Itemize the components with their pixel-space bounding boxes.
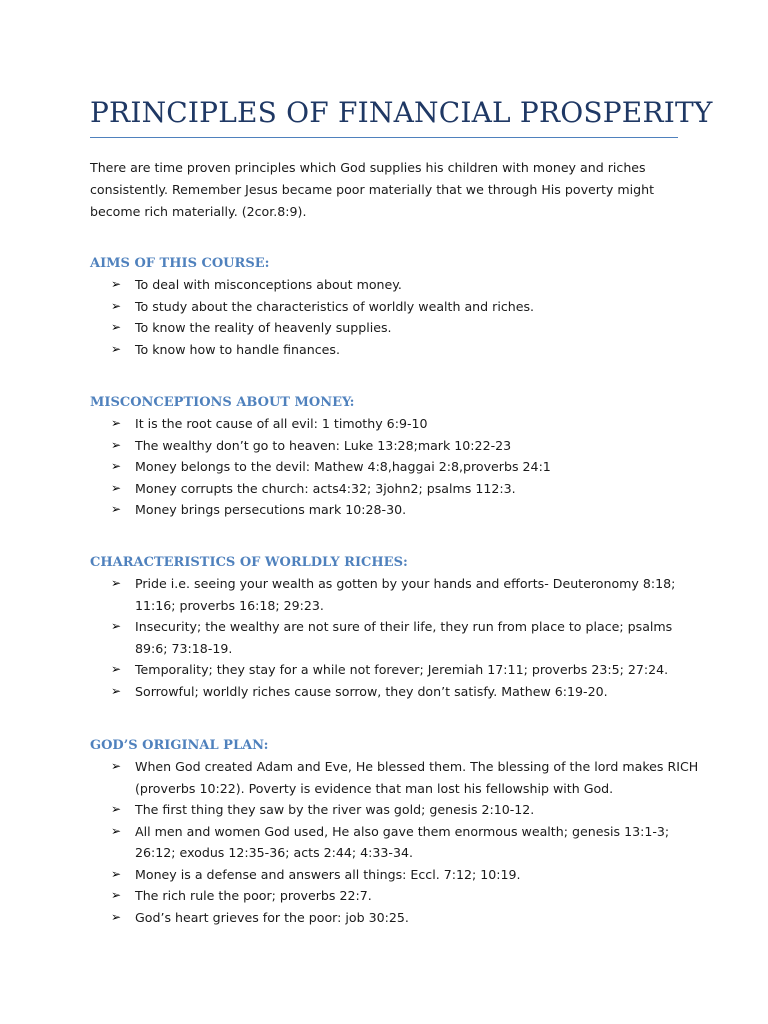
arrow-bullet-icon: ➢ — [111, 802, 122, 816]
arrow-bullet-icon: ➢ — [111, 320, 122, 334]
intro-line: consistently. Remember Jesus became poor materially that we through His poverty might — [90, 182, 655, 197]
arrow-bullet-icon: ➢ — [111, 662, 122, 676]
list-item-text: The wealthy don’t go to heaven: Luke 13:28;mark 10:22-23 — [135, 437, 512, 453]
list-item-text: To know the reality of heavenly supplies. — [135, 320, 392, 335]
list-item-text: When God created Adam and Eve, He blessed them. The blessing of the lord makes RICH — [135, 759, 699, 774]
arrow-bullet-icon: ➢ — [111, 298, 122, 313]
list-item-text: The rich rule the poor; proverbs 22:7. — [135, 888, 372, 903]
section-characteristics — [90, 553, 680, 702]
bullet-list — [90, 573, 680, 702]
intro-line: become rich materially. (2cor.8:9). — [90, 204, 307, 219]
list-item-text: (proverbs 10:22). Poverty is evidence that man lost his fellowship with God. — [135, 780, 614, 796]
list-item — [90, 907, 680, 929]
list-item-text: Money belongs to the devil: Mathew 4:8,haggai 2:8,proverbs 24:1 — [135, 459, 551, 474]
arrow-bullet-icon: ➢ — [111, 277, 122, 291]
list-item-text: Money corrupts the church: acts4:32; 3john2; psalms 112:3. — [135, 480, 516, 496]
arrow-bullet-icon: ➢ — [111, 576, 122, 590]
arrow-bullet-icon: ➢ — [111, 437, 122, 452]
arrow-bullet-icon: ➢ — [111, 759, 122, 773]
list-item — [90, 296, 680, 318]
list-item — [90, 821, 680, 864]
list-item — [90, 499, 680, 521]
list-item — [90, 339, 680, 361]
arrow-bullet-icon: ➢ — [111, 888, 122, 902]
list-item-text: Money brings persecutions mark 10:28-30. — [135, 502, 407, 517]
arrow-bullet-icon: ➢ — [111, 341, 122, 356]
bullet-list — [90, 413, 680, 521]
list-item-text: Temporality; they stay for a while not forever; Jeremiah 17:11; proverbs 23:5; 27:24. — [135, 662, 669, 677]
list-item — [90, 573, 680, 616]
list-item-text: Pride i.e. seeing your wealth as gotten by your hands and efforts- Deuteronomy 8:18; — [135, 576, 676, 591]
list-item-text: To deal with misconceptions about money. — [135, 277, 402, 292]
list-item — [90, 478, 680, 500]
list-item — [90, 616, 680, 659]
intro-paragraph — [90, 157, 670, 223]
list-item-text: God’s heart grieves for the poor: job 30:25. — [135, 909, 409, 925]
list-item-text: Insecurity; the wealthy are not sure of their life, they run from place to place; psalms — [135, 619, 673, 634]
list-item — [90, 885, 680, 907]
list-item — [90, 864, 680, 886]
list-item-text: Sorrowful; worldly riches cause sorrow, they don’t satisfy. Mathew 6:19-20. — [135, 683, 608, 699]
bullet-list — [90, 756, 699, 928]
list-item — [90, 659, 680, 681]
arrow-bullet-icon: ➢ — [111, 619, 122, 633]
list-item — [90, 756, 699, 799]
list-item — [90, 435, 680, 457]
arrow-bullet-icon: ➢ — [111, 683, 122, 698]
section-heading: GOD’S ORIGINAL PLAN: — [90, 738, 269, 753]
arrow-bullet-icon: ➢ — [111, 459, 122, 473]
list-item — [90, 799, 680, 821]
arrow-bullet-icon: ➢ — [111, 480, 122, 495]
list-item-text: 89:6; 73:18-19. — [135, 640, 233, 656]
arrow-bullet-icon: ➢ — [111, 909, 122, 924]
list-item — [90, 456, 680, 478]
bullet-list — [90, 274, 680, 360]
list-item-text: 11:16; proverbs 16:18; 29:23. — [135, 597, 324, 613]
title-underline — [90, 137, 678, 138]
intro-line: There are time proven principles which God supplies his children with money and riches — [90, 160, 646, 175]
list-item-text: The first thing they saw by the river was gold; genesis 2:10-12. — [135, 802, 535, 817]
section-aims — [90, 254, 680, 360]
list-item — [90, 317, 680, 339]
arrow-bullet-icon: ➢ — [111, 823, 122, 838]
arrow-bullet-icon: ➢ — [111, 866, 122, 881]
list-item-text: 26:12; exodus 12:35-36; acts 2:44; 4:33-34. — [135, 845, 414, 860]
section-original-plan — [90, 736, 699, 928]
section-heading: CHARACTERISTICS OF WORLDLY RICHES: — [90, 555, 408, 570]
list-item — [90, 413, 680, 435]
section-misconceptions — [90, 393, 680, 521]
list-item-text: Money is a defense and answers all things: Eccl. 7:12; 10:19. — [135, 866, 521, 882]
section-heading: AIMS OF THIS COURSE: — [90, 256, 270, 271]
list-item — [90, 681, 680, 703]
list-item-text: It is the root cause of all evil: 1 timothy 6:9-10 — [135, 416, 428, 431]
list-item — [90, 274, 680, 296]
arrow-bullet-icon: ➢ — [111, 502, 122, 516]
arrow-bullet-icon: ➢ — [111, 416, 122, 430]
list-item-text: To know how to handle finances. — [135, 341, 340, 357]
document-title: PRINCIPLES OF FINANCIAL PROSPERITY — [90, 96, 713, 129]
section-heading: MISCONCEPTIONS ABOUT MONEY: — [90, 395, 355, 410]
list-item-text: To study about the characteristics of worldly wealth and riches. — [135, 298, 535, 314]
list-item-text: All men and women God used, He also gave them enormous wealth; genesis 13:1-3; — [135, 823, 670, 839]
